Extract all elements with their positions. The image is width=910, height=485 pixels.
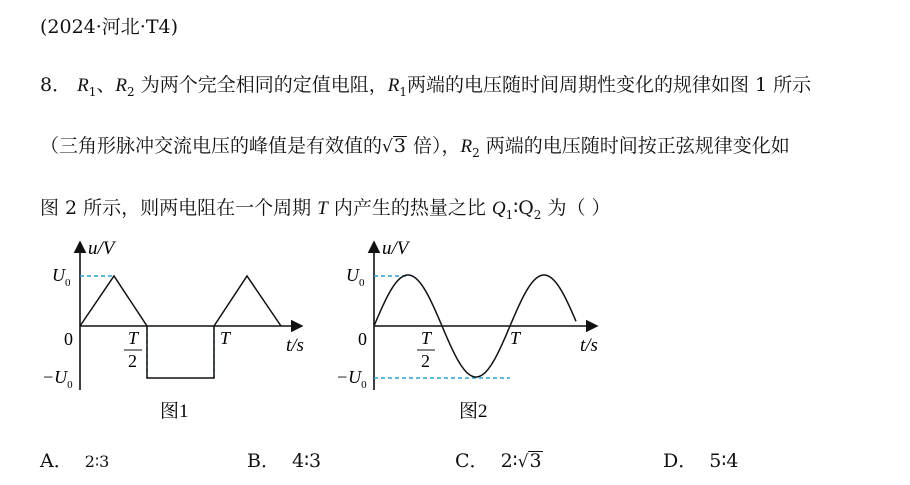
- question-text-4: 倍），: [406, 135, 461, 157]
- r1-symbol-2: R: [387, 75, 400, 96]
- fig1-half-den: 2: [128, 351, 137, 371]
- r2-subscript: 2: [127, 84, 135, 99]
- option-c[interactable]: [455, 446, 543, 473]
- source-line: [40, 12, 178, 39]
- fig2-neg-u0-label: $-U_0$: [336, 367, 367, 391]
- option-b[interactable]: [247, 446, 321, 473]
- source-label: (2024·河北·T4): [40, 16, 179, 38]
- r2-symbol-2: R: [460, 136, 473, 157]
- fig1-u0-label: $U_0$: [52, 265, 71, 289]
- fig1-waveform-second: [214, 276, 281, 326]
- r1-subscript-2: 1: [399, 84, 407, 99]
- option-a-label: A．: [40, 450, 73, 472]
- question-text-5: 两端的电压随时间按正弦规律变化如: [479, 135, 790, 157]
- figure-2: [330, 232, 610, 432]
- separator: 、: [96, 74, 116, 96]
- fig2-half-num: T: [421, 328, 432, 348]
- fig1-waveform: [80, 276, 214, 378]
- option-d[interactable]: [663, 446, 738, 473]
- fig2-xlabel: t/s: [580, 335, 598, 356]
- fig1-zero-label: 0: [64, 329, 73, 349]
- question-line-2: [40, 131, 790, 160]
- r1-symbol: R: [77, 75, 89, 96]
- question-line-3: [40, 193, 611, 222]
- fig1-neg-u0-label: $-U_0$: [42, 367, 73, 391]
- option-d-value: 5∶4: [709, 450, 739, 472]
- fig1-ylabel: u/V: [88, 238, 115, 259]
- question-text-8: 为（ ）: [541, 197, 611, 219]
- ratio-colon: ∶Q: [513, 197, 534, 219]
- option-a-value: 2∶3: [84, 452, 110, 471]
- option-d-label: D．: [663, 450, 698, 472]
- q2-subscript: 2: [533, 207, 542, 222]
- figure-1: [40, 232, 320, 432]
- option-a[interactable]: [40, 446, 109, 473]
- fig1-caption: 图1: [160, 401, 189, 422]
- question-number: 8．: [40, 74, 72, 96]
- sqrt-radicand: 3: [393, 135, 406, 157]
- r1-subscript: 1: [88, 84, 97, 99]
- fig1-t-label: T: [220, 328, 231, 348]
- sqrt-sign-icon: √: [382, 137, 393, 157]
- r2-symbol: R: [115, 75, 128, 96]
- question-text-3: （三角形脉冲交流电压的峰值是有效值的: [40, 135, 383, 157]
- r2-subscript-2: 2: [472, 145, 480, 160]
- fig2-zero-label: 0: [358, 329, 367, 349]
- fig2-u0-label: $U_0$: [346, 265, 365, 289]
- option-b-label: B．: [247, 450, 280, 472]
- fig2-t-label: T: [510, 328, 521, 348]
- q1-symbol: Q: [491, 198, 506, 219]
- fig1-xlabel: t/s: [286, 335, 304, 356]
- option-c-value: 2∶: [500, 450, 518, 472]
- fig2-caption: 图2: [459, 401, 488, 422]
- period-symbol: T: [317, 198, 328, 219]
- option-c-sqrt-icon: √: [517, 452, 529, 472]
- question-text-1: 为两个完全相同的定值电阻，: [134, 74, 388, 96]
- question-text-6: 图 2 所示，则两电阻在一个周期: [40, 197, 318, 219]
- question-line-1: [40, 70, 811, 99]
- option-c-radicand: 3: [529, 450, 542, 472]
- fig2-ylabel: u/V: [382, 238, 409, 259]
- question-text-7: 内产生的热量之比: [327, 197, 492, 219]
- option-b-value: 4∶3: [292, 450, 322, 472]
- question-text-2: 两端的电压随时间周期性变化的规律如图 1 所示: [406, 74, 812, 96]
- option-c-label: C．: [455, 450, 489, 472]
- fig1-half-num: T: [128, 328, 139, 348]
- fig2-half-den: 2: [421, 351, 430, 371]
- q1-subscript: 1: [505, 207, 514, 222]
